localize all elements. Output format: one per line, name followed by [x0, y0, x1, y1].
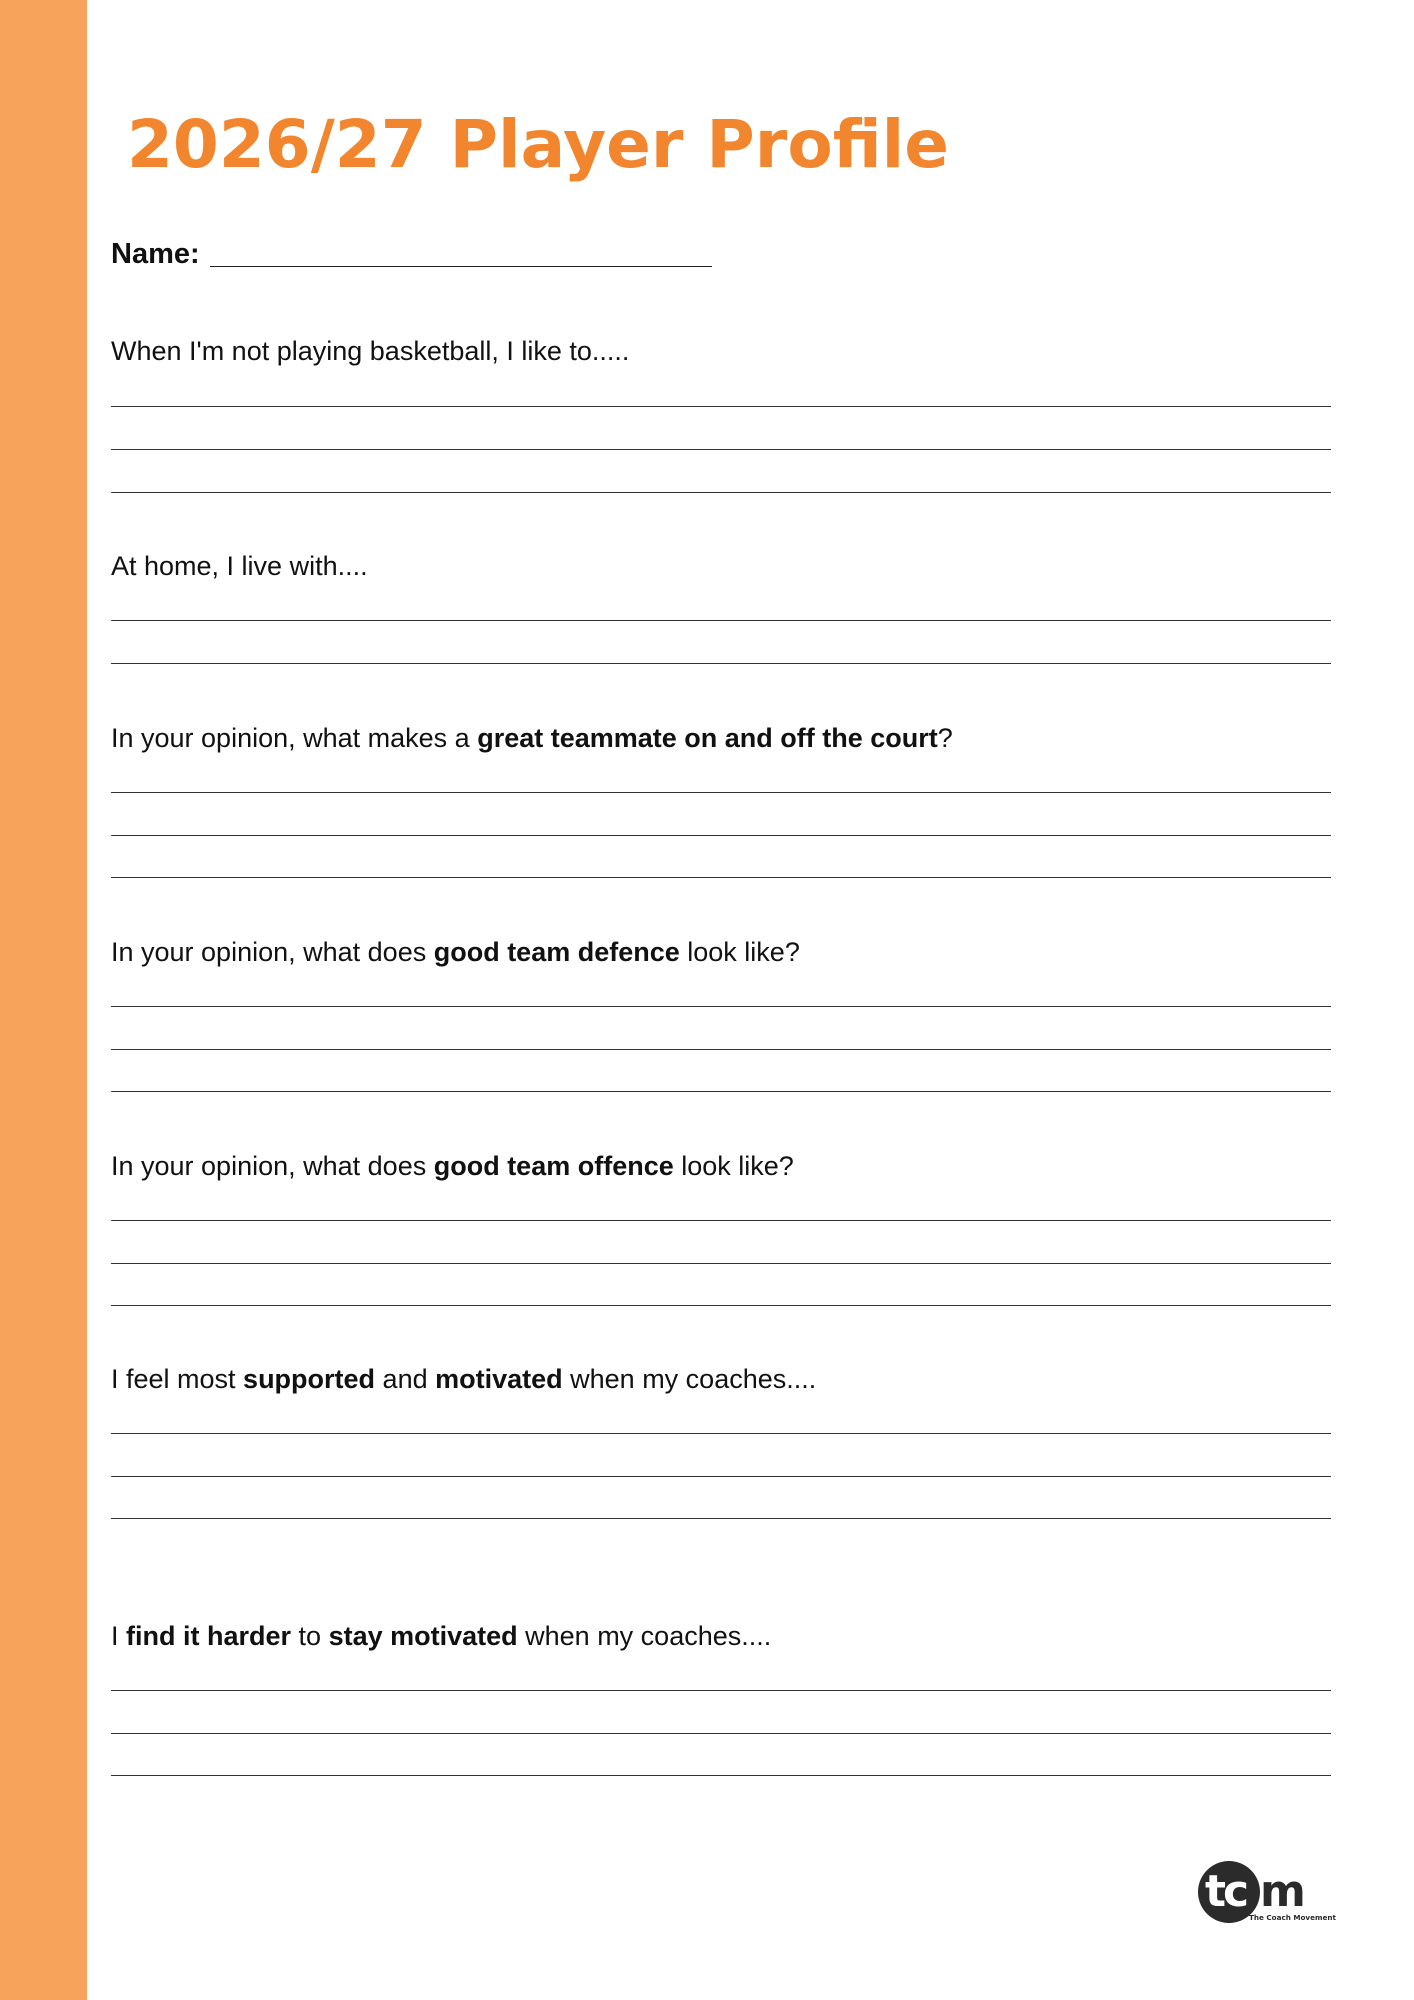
answer-line[interactable]	[111, 1775, 1331, 1776]
question-6-part-1: I feel most	[111, 1364, 244, 1394]
question-7-part-1: I	[111, 1621, 127, 1651]
question-4	[111, 936, 800, 968]
question-6-part-2: supported	[243, 1364, 376, 1394]
answer-line[interactable]	[111, 492, 1331, 493]
question-4-part-3: look like?	[679, 937, 800, 967]
question-2-part-1: At home, I live with....	[111, 551, 368, 581]
answer-line[interactable]	[111, 1091, 1331, 1092]
question-3-part-3: ?	[937, 723, 953, 753]
question-3	[111, 722, 953, 754]
question-2	[111, 550, 368, 582]
answer-line[interactable]	[111, 877, 1331, 878]
question-3-part-2: great teammate on and off the court	[477, 723, 938, 753]
question-4-part-1: In your opinion, what does	[111, 937, 434, 967]
question-7-part-2: find it harder	[126, 1621, 292, 1651]
name-answer-line[interactable]	[210, 266, 712, 267]
answer-line[interactable]	[111, 1006, 1331, 1007]
orange-side-bar	[0, 0, 87, 2000]
question-6-part-5: when my coaches....	[562, 1364, 817, 1394]
tcm-logo	[1193, 1858, 1343, 1928]
answer-line[interactable]	[111, 620, 1331, 621]
page-title: 2026/27 Player Profile	[127, 106, 950, 183]
answer-line[interactable]	[111, 1049, 1331, 1050]
answer-line[interactable]	[111, 1690, 1331, 1691]
question-5	[111, 1150, 794, 1182]
answer-line[interactable]	[111, 663, 1331, 664]
answer-line[interactable]	[111, 449, 1331, 450]
question-1-part-1: When I'm not playing basketball, I like to.....	[111, 336, 630, 366]
question-1	[111, 335, 629, 367]
question-7-part-3: to	[291, 1621, 329, 1651]
question-7-part-5: when my coaches....	[517, 1621, 772, 1651]
question-7-part-4: stay motivated	[328, 1621, 518, 1651]
answer-line[interactable]	[111, 1263, 1331, 1264]
name-field	[111, 238, 712, 271]
question-5-part-3: look like?	[673, 1151, 794, 1181]
answer-line[interactable]	[111, 792, 1331, 793]
answer-line[interactable]	[111, 1220, 1331, 1221]
question-4-part-2: good team defence	[433, 937, 680, 967]
answer-line[interactable]	[111, 1305, 1331, 1306]
answer-line[interactable]	[111, 406, 1331, 407]
answer-line[interactable]	[111, 835, 1331, 836]
logo-tagline: The Coach Movement	[1249, 1913, 1336, 1922]
question-6	[111, 1363, 816, 1395]
answer-line[interactable]	[111, 1518, 1331, 1519]
name-label: Name:	[111, 238, 200, 270]
question-5-part-2: good team offence	[433, 1151, 674, 1181]
question-6-part-3: and	[375, 1364, 436, 1394]
logo-letter-m: m	[1260, 1866, 1304, 1917]
question-3-part-1: In your opinion, what makes a	[111, 723, 478, 753]
question-5-part-1: In your opinion, what does	[111, 1151, 434, 1181]
logo-letters: tc	[1205, 1866, 1247, 1917]
answer-line[interactable]	[111, 1433, 1331, 1434]
answer-line[interactable]	[111, 1733, 1331, 1734]
answer-line[interactable]	[111, 1476, 1331, 1477]
question-6-part-4: motivated	[435, 1364, 563, 1394]
question-7	[111, 1620, 771, 1652]
